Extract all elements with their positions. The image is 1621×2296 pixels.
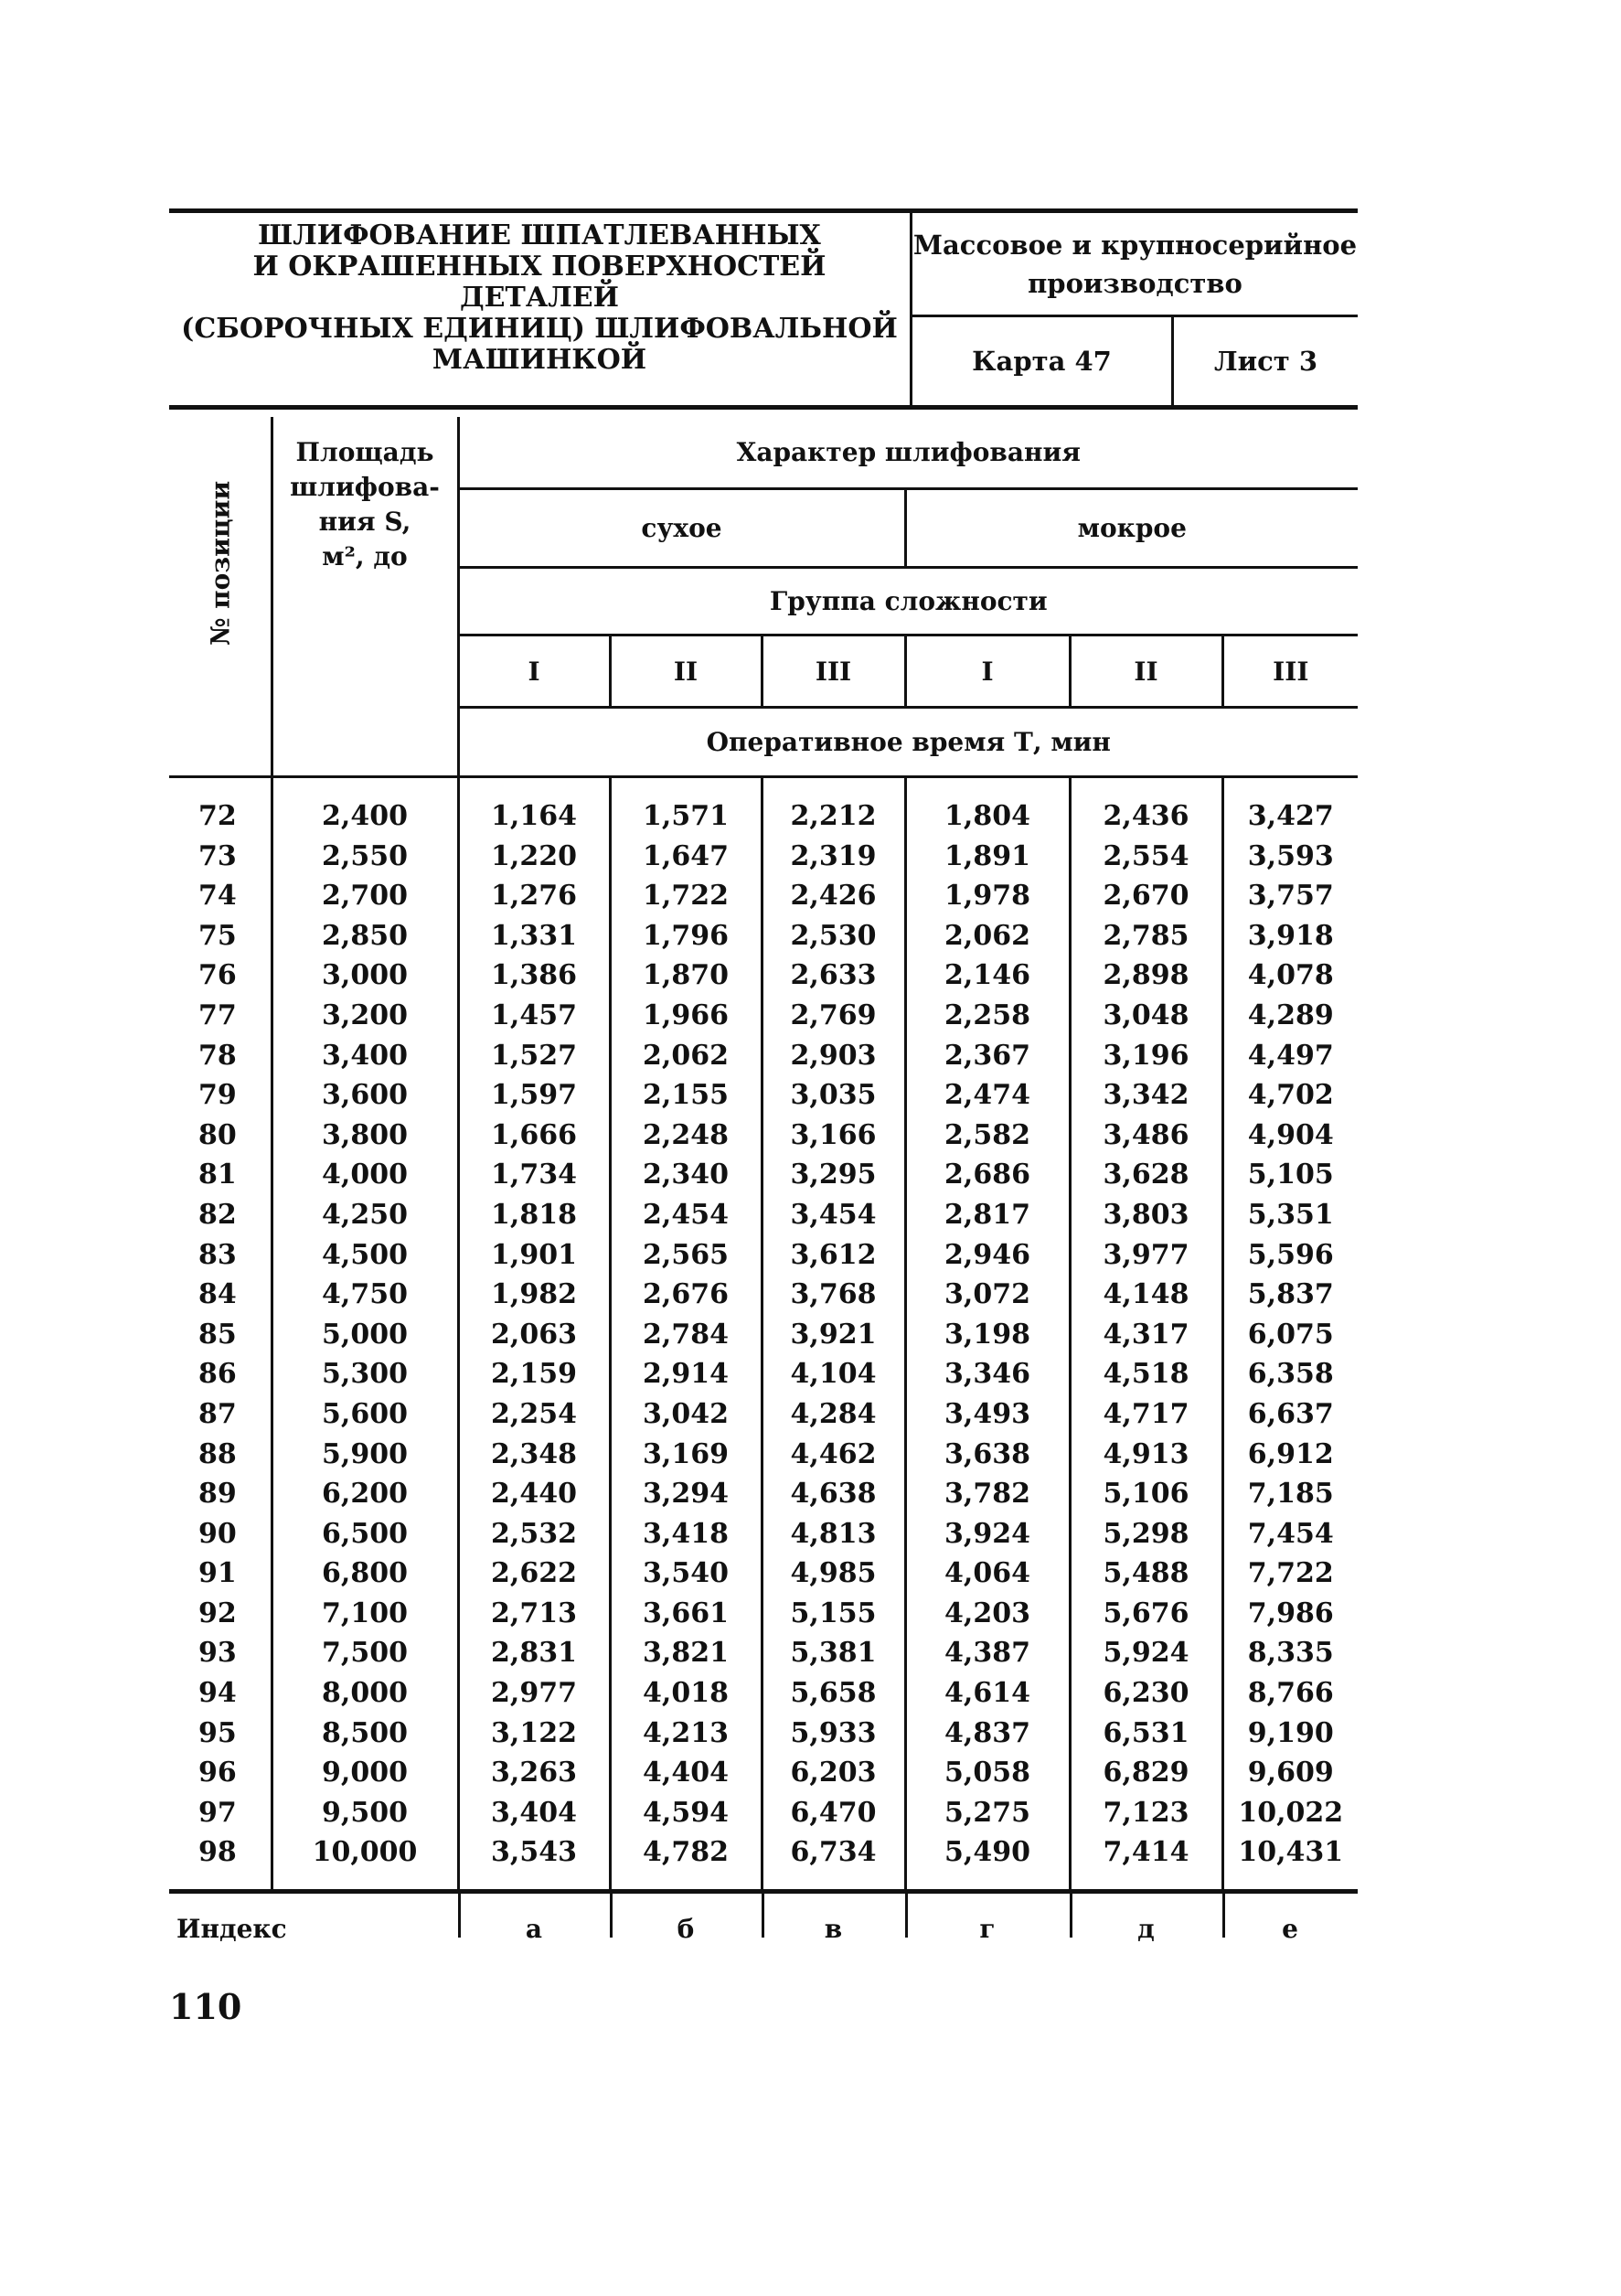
area-header-line: Площадь	[295, 437, 434, 467]
table-row	[169, 1315, 1358, 1355]
position-cell: 78	[198, 1039, 237, 1072]
area-cell: 3,000	[272, 956, 458, 996]
index-letter: д	[1137, 1914, 1155, 1945]
time-cell: 2,426	[762, 876, 905, 916]
time-cell: 6,358	[1222, 1354, 1358, 1394]
time-cell: 5,488	[1070, 1554, 1222, 1594]
time-cell: 1,818	[458, 1195, 610, 1235]
time-cell: 6,734	[762, 1832, 905, 1891]
time-cell: 4,837	[905, 1714, 1070, 1754]
time-cell: 1,527	[458, 1036, 610, 1076]
time-cell: 2,769	[762, 996, 905, 1036]
position-cell: 97	[198, 1796, 237, 1829]
position-cell: 87	[198, 1397, 237, 1430]
time-cell: 8,766	[1222, 1673, 1358, 1714]
table-row	[169, 1474, 1358, 1514]
position-cell: 88	[198, 1437, 237, 1470]
time-cell: 3,404	[458, 1793, 610, 1833]
time-cell: 7,185	[1222, 1474, 1358, 1514]
position-cell: 82	[198, 1198, 237, 1231]
position-cell: 95	[198, 1716, 237, 1749]
area-header-line: м², до	[322, 541, 408, 571]
area-cell: 5,900	[272, 1435, 458, 1475]
area-cell: 4,750	[272, 1275, 458, 1315]
area-header	[272, 417, 458, 777]
time-cell: 1,164	[458, 777, 610, 837]
time-cell: 2,977	[458, 1673, 610, 1714]
time-cell: 3,346	[905, 1354, 1070, 1394]
time-cell: 1,901	[458, 1235, 610, 1276]
time-cell: 3,196	[1070, 1036, 1222, 1076]
time-cell: 3,918	[1222, 916, 1358, 956]
time-cell: 4,018	[610, 1673, 762, 1714]
time-cell: 1,804	[905, 777, 1070, 837]
time-cell: 4,284	[762, 1394, 905, 1435]
time-cell: 1,666	[458, 1116, 610, 1156]
time-cell: 10,431	[1222, 1832, 1358, 1891]
time-cell: 2,248	[610, 1116, 762, 1156]
table-body	[169, 777, 1358, 1892]
time-cell: 3,263	[458, 1753, 610, 1793]
time-cell: 6,829	[1070, 1753, 1222, 1793]
operation-time-header: Оперативное время Т, мин	[458, 707, 1358, 776]
time-cell: 9,190	[1222, 1714, 1358, 1754]
production-type-line: производство	[1028, 267, 1242, 299]
position-cell: 73	[198, 839, 237, 872]
area-cell: 8,500	[272, 1714, 458, 1754]
area-cell: 6,800	[272, 1554, 458, 1594]
index-letter: в	[824, 1914, 843, 1945]
position-header-label: № позиции	[205, 480, 236, 646]
time-cell: 5,351	[1222, 1195, 1358, 1235]
group-header: III	[1222, 635, 1358, 707]
time-cell: 2,554	[1070, 837, 1222, 877]
time-cell: 2,155	[610, 1075, 762, 1116]
time-cell: 3,543	[458, 1832, 610, 1891]
time-cell: 2,530	[762, 916, 905, 956]
time-cell: 5,837	[1222, 1275, 1358, 1315]
time-cell: 2,946	[905, 1235, 1070, 1276]
time-cell: 3,048	[1070, 996, 1222, 1036]
time-cell: 1,647	[610, 837, 762, 877]
card-title	[169, 213, 910, 405]
time-cell: 5,155	[762, 1594, 905, 1634]
table-row	[169, 1594, 1358, 1634]
time-cell: 3,628	[1070, 1155, 1222, 1195]
area-header-line: шлифова-	[290, 472, 440, 502]
area-cell: 5,600	[272, 1394, 458, 1435]
time-cell: 3,042	[610, 1394, 762, 1435]
time-cell: 1,571	[610, 777, 762, 837]
time-cell: 5,275	[905, 1793, 1070, 1833]
position-cell: 94	[198, 1677, 237, 1710]
time-cell: 4,148	[1070, 1275, 1222, 1315]
time-cell: 2,785	[1070, 916, 1222, 956]
production-type	[912, 213, 1358, 315]
time-cell: 2,436	[1070, 777, 1222, 837]
time-cell: 3,454	[762, 1195, 905, 1235]
position-cell: 81	[198, 1159, 237, 1191]
time-cell: 6,075	[1222, 1315, 1358, 1355]
area-cell: 3,600	[272, 1075, 458, 1116]
time-cell: 2,898	[1070, 956, 1222, 996]
area-cell: 10,000	[272, 1832, 458, 1891]
time-cell: 3,661	[610, 1594, 762, 1634]
time-cell: 1,966	[610, 996, 762, 1036]
time-cell: 4,213	[610, 1714, 762, 1754]
table-row	[169, 1195, 1358, 1235]
time-cell: 3,166	[762, 1116, 905, 1156]
area-cell: 7,500	[272, 1633, 458, 1673]
time-cell: 9,609	[1222, 1753, 1358, 1793]
time-cell: 4,985	[762, 1554, 905, 1594]
card-title-line: (СБОРОЧНЫХ ЕДИНИЦ) ШЛИФОВАЛЬНОЙ	[181, 313, 898, 345]
position-cell: 83	[198, 1238, 237, 1271]
time-cell: 2,319	[762, 837, 905, 877]
table-row	[169, 1633, 1358, 1673]
time-cell: 4,813	[762, 1514, 905, 1554]
time-cell: 2,254	[458, 1394, 610, 1435]
area-cell: 2,700	[272, 876, 458, 916]
time-cell: 3,593	[1222, 837, 1358, 877]
time-cell: 1,597	[458, 1075, 610, 1116]
position-cell: 80	[198, 1118, 237, 1151]
area-header-line: ния S,	[318, 507, 411, 537]
time-cell: 4,904	[1222, 1116, 1358, 1156]
time-cell: 6,203	[762, 1753, 905, 1793]
time-cell: 4,913	[1070, 1435, 1222, 1475]
time-cell: 5,106	[1070, 1474, 1222, 1514]
position-cell: 74	[198, 880, 237, 913]
position-cell: 98	[169, 1832, 272, 1891]
time-cell: 3,757	[1222, 876, 1358, 916]
time-cell: 3,122	[458, 1714, 610, 1754]
table-row	[169, 1275, 1358, 1315]
time-cell: 4,078	[1222, 956, 1358, 996]
time-cell: 3,169	[610, 1435, 762, 1475]
time-cell: 2,784	[610, 1315, 762, 1355]
card-title-line: МАШИНКОЙ	[432, 344, 647, 376]
time-cell: 5,381	[762, 1633, 905, 1673]
time-cell: 2,582	[905, 1116, 1070, 1156]
time-cell: 2,062	[905, 916, 1070, 956]
time-cell: 4,782	[610, 1832, 762, 1891]
table-row	[169, 1155, 1358, 1195]
time-cell: 1,331	[458, 916, 610, 956]
time-cell: 5,658	[762, 1673, 905, 1714]
time-cell: 1,796	[610, 916, 762, 956]
time-cell: 3,821	[610, 1633, 762, 1673]
table-row	[169, 1036, 1358, 1076]
complexity-group-header: Группа сложности	[458, 568, 1358, 635]
time-cell: 1,457	[458, 996, 610, 1036]
area-cell: 3,200	[272, 996, 458, 1036]
position-cell: 92	[198, 1597, 237, 1629]
time-cell: 2,817	[905, 1195, 1070, 1235]
area-cell: 6,500	[272, 1514, 458, 1554]
time-cell: 3,493	[905, 1394, 1070, 1435]
position-header	[169, 417, 272, 777]
time-cell: 2,670	[1070, 876, 1222, 916]
position-cell: 84	[198, 1278, 237, 1311]
time-cell: 2,212	[762, 777, 905, 837]
index-row	[169, 1894, 1358, 1967]
table-row	[169, 1673, 1358, 1714]
table-row	[169, 1075, 1358, 1116]
production-type-line: Массовое и крупносерийное	[912, 229, 1358, 261]
group-header: I	[458, 635, 610, 707]
index-letter: е	[1282, 1914, 1298, 1945]
time-cell: 1,982	[458, 1275, 610, 1315]
table-row	[169, 956, 1358, 996]
time-cell: 4,497	[1222, 1036, 1358, 1076]
time-cell: 2,062	[610, 1036, 762, 1076]
time-cell: 6,531	[1070, 1714, 1222, 1754]
position-cell: 75	[198, 919, 237, 952]
time-cell: 2,633	[762, 956, 905, 996]
table-row	[169, 837, 1358, 877]
time-cell: 10,022	[1222, 1793, 1358, 1833]
index-letter: б	[677, 1914, 695, 1945]
time-cell: 5,924	[1070, 1633, 1222, 1673]
time-cell: 4,702	[1222, 1075, 1358, 1116]
time-cell: 6,230	[1070, 1673, 1222, 1714]
table-row	[169, 1235, 1358, 1276]
time-cell: 2,159	[458, 1354, 610, 1394]
table-row	[169, 1714, 1358, 1754]
time-cell: 2,565	[610, 1235, 762, 1276]
table-row	[169, 1753, 1358, 1793]
table-row	[169, 1793, 1358, 1833]
table-row	[169, 996, 1358, 1036]
time-cell: 2,258	[905, 996, 1070, 1036]
position-cell: 85	[198, 1318, 237, 1351]
time-cell: 2,713	[458, 1594, 610, 1634]
time-cell: 7,454	[1222, 1514, 1358, 1554]
time-cell: 3,612	[762, 1235, 905, 1276]
time-cell: 2,348	[458, 1435, 610, 1475]
area-cell: 4,500	[272, 1235, 458, 1276]
position-cell: 90	[198, 1517, 237, 1550]
time-cell: 8,335	[1222, 1633, 1358, 1673]
time-cell: 4,594	[610, 1793, 762, 1833]
area-cell: 9,500	[272, 1793, 458, 1833]
time-cell: 3,294	[610, 1474, 762, 1514]
table-row	[169, 1394, 1358, 1435]
time-cell: 3,768	[762, 1275, 905, 1315]
time-cell: 3,486	[1070, 1116, 1222, 1156]
position-cell: 86	[198, 1358, 237, 1391]
time-cell: 5,676	[1070, 1594, 1222, 1634]
table-row	[169, 1832, 1358, 1891]
time-cell: 4,387	[905, 1633, 1070, 1673]
time-cell: 1,870	[610, 956, 762, 996]
time-cell: 4,638	[762, 1474, 905, 1514]
time-cell: 3,198	[905, 1315, 1070, 1355]
time-cell: 4,462	[762, 1435, 905, 1475]
time-cell: 3,072	[905, 1275, 1070, 1315]
position-cell: 96	[198, 1757, 237, 1789]
area-cell: 6,200	[272, 1474, 458, 1514]
table-row	[169, 777, 1358, 837]
time-cell: 2,440	[458, 1474, 610, 1514]
time-cell: 4,717	[1070, 1394, 1222, 1435]
time-cell: 1,722	[610, 876, 762, 916]
index-label: Индекс	[176, 1914, 287, 1945]
index-letter: а	[525, 1914, 543, 1945]
time-cell: 3,342	[1070, 1075, 1222, 1116]
time-cell: 2,532	[458, 1514, 610, 1554]
time-cell: 4,203	[905, 1594, 1070, 1634]
sheet-number: Лист 3	[1213, 346, 1318, 377]
table-row	[169, 1116, 1358, 1156]
time-cell: 3,638	[905, 1435, 1070, 1475]
table-row	[169, 1354, 1358, 1394]
time-cell: 5,105	[1222, 1155, 1358, 1195]
time-cell: 5,298	[1070, 1514, 1222, 1554]
time-cell: 2,676	[610, 1275, 762, 1315]
time-cell: 7,986	[1222, 1594, 1358, 1634]
position-cell: 72	[198, 800, 237, 832]
area-cell: 5,300	[272, 1354, 458, 1394]
time-cell: 3,782	[905, 1474, 1070, 1514]
time-cell: 2,831	[458, 1633, 610, 1673]
table-row	[169, 1514, 1358, 1554]
group-header: III	[762, 635, 905, 707]
time-cell: 2,686	[905, 1155, 1070, 1195]
time-cell: 4,404	[610, 1753, 762, 1793]
table-row	[169, 1554, 1358, 1594]
time-cell: 3,977	[1070, 1235, 1222, 1276]
position-cell: 93	[198, 1637, 237, 1670]
area-cell: 9,000	[272, 1753, 458, 1793]
area-cell: 3,800	[272, 1116, 458, 1156]
time-cell: 5,058	[905, 1753, 1070, 1793]
time-cell: 3,924	[905, 1514, 1070, 1554]
time-cell: 2,914	[610, 1354, 762, 1394]
area-cell: 2,550	[272, 837, 458, 877]
time-cell: 3,803	[1070, 1195, 1222, 1235]
time-cell: 1,220	[458, 837, 610, 877]
group-header: I	[905, 635, 1070, 707]
time-cell: 3,418	[610, 1514, 762, 1554]
time-cell: 5,933	[762, 1714, 905, 1754]
time-cell: 2,367	[905, 1036, 1070, 1076]
time-cell: 5,490	[905, 1832, 1070, 1891]
time-cell: 7,123	[1070, 1793, 1222, 1833]
time-cell: 2,146	[905, 956, 1070, 996]
time-cell: 3,427	[1222, 777, 1358, 837]
time-cell: 7,722	[1222, 1554, 1358, 1594]
position-cell: 91	[198, 1557, 237, 1590]
area-cell: 2,400	[272, 777, 458, 837]
time-cell: 6,637	[1222, 1394, 1358, 1435]
index-letter: г	[979, 1914, 996, 1945]
position-cell: 79	[198, 1079, 237, 1112]
time-cell: 4,317	[1070, 1315, 1222, 1355]
wet-header: мокрое	[905, 488, 1358, 567]
dry-header: сухое	[458, 488, 905, 567]
time-cell: 7,414	[1070, 1832, 1222, 1891]
time-cell: 1,386	[458, 956, 610, 996]
time-cell: 2,340	[610, 1155, 762, 1195]
time-cell: 3,540	[610, 1554, 762, 1594]
time-cell: 2,903	[762, 1036, 905, 1076]
grinding-type-header: Характер шлифования	[458, 417, 1358, 488]
time-cell: 2,063	[458, 1315, 610, 1355]
table-row	[169, 916, 1358, 956]
card-number: Карта 47	[972, 346, 1112, 377]
area-cell: 4,250	[272, 1195, 458, 1235]
area-cell: 5,000	[272, 1315, 458, 1355]
area-cell: 8,000	[272, 1673, 458, 1714]
time-cell: 2,454	[610, 1195, 762, 1235]
area-cell: 4,000	[272, 1155, 458, 1195]
time-cell: 4,064	[905, 1554, 1070, 1594]
time-cell: 2,474	[905, 1075, 1070, 1116]
position-cell: 89	[198, 1478, 237, 1511]
card-header	[169, 208, 1358, 410]
time-cell: 4,104	[762, 1354, 905, 1394]
time-cell: 1,276	[458, 876, 610, 916]
page-number: 110	[169, 1986, 242, 2027]
table-row	[169, 1435, 1358, 1475]
table-row	[169, 876, 1358, 916]
area-cell: 3,400	[272, 1036, 458, 1076]
card-title-line: И ОКРАШЕННЫХ ПОВЕРХНОСТЕЙ ДЕТАЛЕЙ	[252, 251, 826, 314]
time-cell: 4,518	[1070, 1354, 1222, 1394]
time-cell: 1,978	[905, 876, 1070, 916]
time-cell: 1,734	[458, 1155, 610, 1195]
time-cell: 5,596	[1222, 1235, 1358, 1276]
document-page	[169, 208, 1358, 1967]
time-cell: 2,622	[458, 1554, 610, 1594]
time-cell: 1,891	[905, 837, 1070, 877]
time-cell: 3,035	[762, 1075, 905, 1116]
time-cell: 4,289	[1222, 996, 1358, 1036]
card-title-line: ШЛИФОВАНИЕ ШПАТЛЕВАННЫХ	[258, 219, 821, 251]
area-cell: 2,850	[272, 916, 458, 956]
time-cell: 4,614	[905, 1673, 1070, 1714]
group-header: II	[1070, 635, 1222, 707]
area-cell: 7,100	[272, 1594, 458, 1634]
time-cell: 6,470	[762, 1793, 905, 1833]
time-cell: 3,295	[762, 1155, 905, 1195]
time-cell: 3,921	[762, 1315, 905, 1355]
norms-table	[169, 417, 1358, 1894]
time-cell: 6,912	[1222, 1435, 1358, 1475]
group-header: II	[610, 635, 762, 707]
position-cell: 76	[198, 959, 237, 992]
position-cell: 77	[198, 998, 237, 1031]
